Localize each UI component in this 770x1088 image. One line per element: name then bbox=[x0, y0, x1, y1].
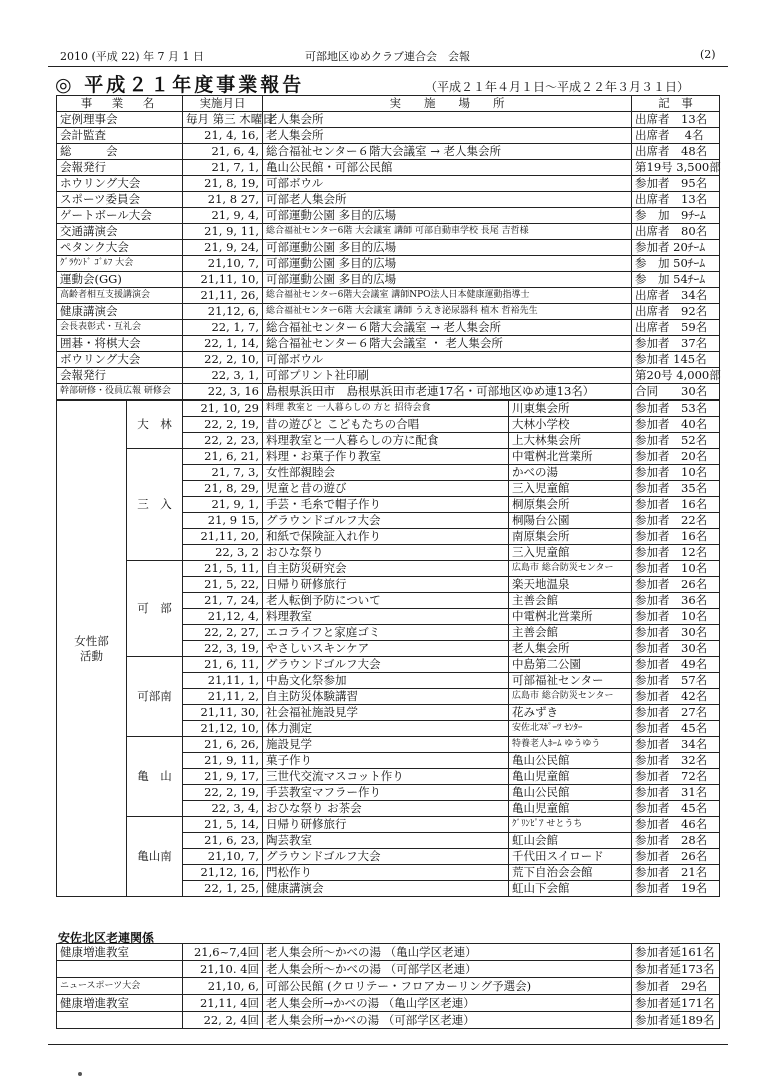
activity-place: 中電桝北営業所 bbox=[509, 609, 632, 625]
event-date: 22, 2, 10, bbox=[183, 352, 263, 368]
womens-area-label: 大 林 bbox=[127, 400, 183, 449]
activity-place: かべの湯 bbox=[509, 465, 632, 481]
activity-date: 21, 9, 17, bbox=[183, 769, 263, 785]
asakita-note: 参加者延171名 bbox=[632, 995, 720, 1012]
event-note: 出席者 13名 bbox=[632, 192, 720, 208]
asakita-note: 参加者延161名 bbox=[632, 944, 720, 961]
event-note: 参加者 37名 bbox=[632, 336, 720, 352]
activity-name: おひな祭り お茶会 bbox=[263, 801, 509, 817]
activity-place: 桐原集会所 bbox=[509, 497, 632, 513]
col-header-name: 事 業 名 bbox=[57, 96, 183, 112]
event-name: 会計監査 bbox=[57, 128, 183, 144]
asakita-event-name: 健康増進教室 bbox=[57, 944, 183, 961]
activity-place: 主善会館 bbox=[509, 625, 632, 641]
event-date: 21,10, 7, bbox=[183, 256, 263, 272]
table-header-row bbox=[57, 96, 720, 112]
activity-date: 22, 2, 19, bbox=[183, 417, 263, 433]
activity-note: 参加者 26名 bbox=[632, 849, 720, 865]
table-row bbox=[57, 128, 720, 144]
womens-dept-label: 女性部 活動 bbox=[57, 400, 127, 897]
table-row bbox=[57, 368, 720, 384]
event-note: 参加者 20ﾁｰﾑ bbox=[632, 240, 720, 256]
activity-note: 参加者 21名 bbox=[632, 865, 720, 881]
activity-note: 参加者 52名 bbox=[632, 433, 720, 449]
activity-place: 三入児童館 bbox=[509, 481, 632, 497]
asakita-date: 21,10. 4回 bbox=[183, 961, 263, 978]
activity-date: 22, 3, 4, bbox=[183, 801, 263, 817]
report-period: （平成２１年４月１日～平成２２年３月３１日） bbox=[425, 80, 690, 94]
page-number: (2) bbox=[700, 48, 716, 61]
event-date: 21,11, 10, bbox=[183, 272, 263, 288]
asakita-note: 参加者延189名 bbox=[632, 1012, 720, 1029]
table-row bbox=[57, 817, 720, 833]
activity-name: 菓子作り bbox=[263, 753, 509, 769]
asakita-body bbox=[57, 944, 720, 1029]
table-row bbox=[57, 336, 720, 352]
event-name: ｸﾞﾗｳﾝﾄﾞ ｺﾞﾙﾌ 大会 bbox=[57, 256, 183, 272]
activity-note: 参加者 42名 bbox=[632, 689, 720, 705]
activity-name: 児童と昔の遊び bbox=[263, 481, 509, 497]
activity-date: 22, 2, 23, bbox=[183, 433, 263, 449]
table-row bbox=[57, 320, 720, 336]
event-date: 21, 8 27, bbox=[183, 192, 263, 208]
event-place: 可部ボウル bbox=[263, 352, 632, 368]
activity-place: 虹山下会館 bbox=[509, 881, 632, 897]
activity-place: 亀山公民館 bbox=[509, 785, 632, 801]
event-date: 21, 4, 16, bbox=[183, 128, 263, 144]
footer-rule bbox=[48, 1044, 728, 1045]
activity-date: 21,11, 20, bbox=[183, 529, 263, 545]
event-place: 亀山公民館・可部公民館 bbox=[263, 160, 632, 176]
activity-name: 料理教室 bbox=[263, 609, 509, 625]
col-header-note: 記 事 bbox=[632, 96, 720, 112]
activity-name: 料理・お菓子作り教室 bbox=[263, 449, 509, 465]
activity-place: 広島市 総合防災センター bbox=[509, 689, 632, 705]
activity-place: 桐陽台公園 bbox=[509, 513, 632, 529]
event-place: 可部運動公園 多目的広場 bbox=[263, 240, 632, 256]
activity-date: 21, 5, 22, bbox=[183, 577, 263, 593]
event-place: 総合福祉センター６階大会議室 ・ 老人集会所 bbox=[263, 336, 632, 352]
event-date: 22, 3, 1, bbox=[183, 368, 263, 384]
activity-name: グラウンドゴルフ大会 bbox=[263, 849, 509, 865]
table-row bbox=[57, 995, 720, 1012]
activity-place: 特養老人ﾎｰﾑ ゆうゆう bbox=[509, 737, 632, 753]
event-name: 会報発行 bbox=[57, 160, 183, 176]
event-name: 定例理事会 bbox=[57, 112, 183, 128]
activity-place: 南原集会所 bbox=[509, 529, 632, 545]
activity-name: 門松作り bbox=[263, 865, 509, 881]
col-header-place: 実 施 場 所 bbox=[263, 96, 632, 112]
activity-date: 21,12, 4, bbox=[183, 609, 263, 625]
activity-date: 22, 2, 19, bbox=[183, 785, 263, 801]
event-note: 出席者 59名 bbox=[632, 320, 720, 336]
activity-date: 21, 8, 29, bbox=[183, 481, 263, 497]
activity-name: 日帰り研修旅行 bbox=[263, 817, 509, 833]
event-place: 可部運動公園 多目的広場 bbox=[263, 208, 632, 224]
womens-area-label: 亀 山 bbox=[127, 737, 183, 817]
activity-date: 21, 7, 24, bbox=[183, 593, 263, 609]
asakita-note: 参加者延173名 bbox=[632, 961, 720, 978]
activity-name: 中島文化祭参加 bbox=[263, 673, 509, 689]
table-row bbox=[57, 224, 720, 240]
activity-name: 自主防災体験講習 bbox=[263, 689, 509, 705]
header-rule bbox=[48, 66, 728, 67]
activity-name: グラウンドゴルフ大会 bbox=[263, 513, 509, 529]
activity-date: 21, 6, 11, bbox=[183, 657, 263, 673]
asakita-date: 21,10, 6, bbox=[183, 978, 263, 995]
activity-name: 体力測定 bbox=[263, 721, 509, 737]
col-header-date: 実施月日 bbox=[183, 96, 263, 112]
activity-place: 上大林集会所 bbox=[509, 433, 632, 449]
event-date: 21, 9, 11, bbox=[183, 224, 263, 240]
activity-place: 三入児童館 bbox=[509, 545, 632, 561]
activity-note: 参加者 35名 bbox=[632, 481, 720, 497]
activity-place: 老人集会所 bbox=[509, 641, 632, 657]
asakita-place: 老人集会所→かべの湯 （亀山学区老連） bbox=[263, 995, 632, 1012]
activity-date: 21,10, 7, bbox=[183, 849, 263, 865]
activity-place: 亀山公民館 bbox=[509, 753, 632, 769]
activity-date: 21, 6, 23, bbox=[183, 833, 263, 849]
event-date: 22, 1, 14, bbox=[183, 336, 263, 352]
table-row bbox=[57, 384, 720, 401]
event-place: 可部プリント社印刷 bbox=[263, 368, 632, 384]
event-place: 可部ボウル bbox=[263, 176, 632, 192]
activity-date: 21,12, 16, bbox=[183, 865, 263, 881]
activity-name: 日帰り研修旅行 bbox=[263, 577, 509, 593]
activity-date: 21, 10, 29 bbox=[183, 400, 263, 417]
activity-place: 楽天地温泉 bbox=[509, 577, 632, 593]
asakita-place: 老人集会所→かべの湯 （可部学区老連） bbox=[263, 1012, 632, 1029]
table-row bbox=[57, 657, 720, 673]
event-date: 21,12, 6, bbox=[183, 304, 263, 320]
event-name: スポーツ委員会 bbox=[57, 192, 183, 208]
activity-note: 参加者 10名 bbox=[632, 609, 720, 625]
womens-area-label: 三 入 bbox=[127, 449, 183, 561]
activity-date: 21, 9, 1, bbox=[183, 497, 263, 513]
activity-note: 参加者 72名 bbox=[632, 769, 720, 785]
table-row bbox=[57, 1012, 720, 1029]
activity-note: 参加者 16名 bbox=[632, 529, 720, 545]
activity-date: 21,11, 1, bbox=[183, 673, 263, 689]
asakita-place: 可部公民館 (クロリテー・フロアカーリング予選会) bbox=[263, 978, 632, 995]
activity-date: 21, 7, 3, bbox=[183, 465, 263, 481]
event-note: 出席者 80名 bbox=[632, 224, 720, 240]
newsletter-name: 可部地区ゆめクラブ連合会 会報 bbox=[305, 50, 470, 63]
womens-area-label: 可部南 bbox=[127, 657, 183, 737]
event-name: ゲートボール大会 bbox=[57, 208, 183, 224]
event-date: 21,11, 26, bbox=[183, 288, 263, 304]
activity-name: 三世代交流マスコット作り bbox=[263, 769, 509, 785]
activity-place: 亀山児童館 bbox=[509, 769, 632, 785]
activity-date: 22, 3, 2 bbox=[183, 545, 263, 561]
activity-name: 昔の遊びと こどもたちの合唱 bbox=[263, 417, 509, 433]
table-row bbox=[57, 160, 720, 176]
event-place: 可部運動公園 多目的広場 bbox=[263, 272, 632, 288]
event-name: 総 会 bbox=[57, 144, 183, 160]
event-place: 可部運動公園 多目的広場 bbox=[263, 256, 632, 272]
activity-date: 21, 9, 11, bbox=[183, 753, 263, 769]
table-row bbox=[57, 978, 720, 995]
activity-name: 老人転倒予防について bbox=[263, 593, 509, 609]
table-row bbox=[57, 240, 720, 256]
asakita-event-name: ニュースポーツ大会 bbox=[57, 978, 183, 995]
issue-date: 2010 (平成 22) 年 7 月 1 日 bbox=[60, 50, 205, 63]
table-row bbox=[57, 256, 720, 272]
activity-note: 参加者 10名 bbox=[632, 561, 720, 577]
womens-body bbox=[57, 400, 720, 897]
activity-place: 主善会館 bbox=[509, 593, 632, 609]
activity-place: 虹山会館 bbox=[509, 833, 632, 849]
event-name: 高齢者相互支援講演会 bbox=[57, 288, 183, 304]
activity-name: 女性部親睦会 bbox=[263, 465, 509, 481]
activity-name: 自主防災研究会 bbox=[263, 561, 509, 577]
event-date: 21, 9, 4, bbox=[183, 208, 263, 224]
event-note: 出席者 48名 bbox=[632, 144, 720, 160]
activity-note: 参加者 45名 bbox=[632, 801, 720, 817]
activity-name: 和紙で保険証入れ作り bbox=[263, 529, 509, 545]
asakita-table bbox=[56, 943, 720, 1029]
activity-note: 参加者 30名 bbox=[632, 641, 720, 657]
activity-date: 21,11, 2, bbox=[183, 689, 263, 705]
table-row bbox=[57, 112, 720, 128]
table-row bbox=[57, 304, 720, 320]
activity-date: 22, 2, 27, bbox=[183, 625, 263, 641]
asakita-date: 21,6~7,4回 bbox=[183, 944, 263, 961]
activity-note: 参加者 32名 bbox=[632, 753, 720, 769]
event-place: 老人集会所 bbox=[263, 128, 632, 144]
event-place: 総合福祉センター6階 大会議室 講師 うえき泌尿器科 植木 哲裕先生 bbox=[263, 304, 632, 320]
activity-note: 参加者 31名 bbox=[632, 785, 720, 801]
activity-note: 参加者 22名 bbox=[632, 513, 720, 529]
activity-name: 手芸教室マフラー作り bbox=[263, 785, 509, 801]
activity-date: 21, 9 15, bbox=[183, 513, 263, 529]
activity-note: 参加者 40名 bbox=[632, 417, 720, 433]
asakita-place: 老人集会所～かべの湯 （可部学区老連） bbox=[263, 961, 632, 978]
event-name: 囲碁・将棋大会 bbox=[57, 336, 183, 352]
activity-place: 広島市 総合防災センター bbox=[509, 561, 632, 577]
activity-name: グラウンドゴルフ大会 bbox=[263, 657, 509, 673]
event-note: 出席者 13名 bbox=[632, 112, 720, 128]
activity-date: 22, 1, 25, bbox=[183, 881, 263, 897]
event-date: 毎月 第三 木曜日 bbox=[183, 112, 263, 128]
event-place: 総合福祉センター6階 大会議室 講師 可部自動車学校 長尾 吉哲様 bbox=[263, 224, 632, 240]
event-date: 22, 1, 7, bbox=[183, 320, 263, 336]
activity-note: 参加者 28名 bbox=[632, 833, 720, 849]
activity-date: 21,11, 30, bbox=[183, 705, 263, 721]
event-place: 老人集会所 bbox=[263, 112, 632, 128]
activity-date: 21, 6, 26, bbox=[183, 737, 263, 753]
activity-place: 亀山児童館 bbox=[509, 801, 632, 817]
event-place: 可部老人集会所 bbox=[263, 192, 632, 208]
activity-name: おひな祭り bbox=[263, 545, 509, 561]
activity-note: 参加者 46名 bbox=[632, 817, 720, 833]
table-row bbox=[57, 561, 720, 577]
events-body bbox=[57, 112, 720, 401]
table-row bbox=[57, 352, 720, 368]
event-note: 参 加 9ﾁｰﾑ bbox=[632, 208, 720, 224]
event-name: ホウリング大会 bbox=[57, 176, 183, 192]
table-row bbox=[57, 192, 720, 208]
activity-note: 参加者 20名 bbox=[632, 449, 720, 465]
scan-dot bbox=[78, 1072, 82, 1076]
activity-place: 安佐北ｽﾎﾟｰﾂ ｾﾝﾀｰ bbox=[509, 721, 632, 737]
activity-place: 可部福祉センター bbox=[509, 673, 632, 689]
activity-place: 大林小学校 bbox=[509, 417, 632, 433]
event-note: 参 加 54ﾁｰﾑ bbox=[632, 272, 720, 288]
activity-name: 健康講演会 bbox=[263, 881, 509, 897]
activity-note: 参加者 26名 bbox=[632, 577, 720, 593]
activity-date: 22, 3, 19, bbox=[183, 641, 263, 657]
event-place: 総合福祉センター６階大会議室 → 老人集会所 bbox=[263, 320, 632, 336]
activity-place: 千代田スイロード bbox=[509, 849, 632, 865]
activity-place: ｸﾞﾘﾝﾋﾟｱ せとうち bbox=[509, 817, 632, 833]
activity-date: 21, 6, 21, bbox=[183, 449, 263, 465]
activity-note: 参加者 16名 bbox=[632, 497, 720, 513]
asakita-event-name bbox=[57, 961, 183, 978]
event-name: ペタンク大会 bbox=[57, 240, 183, 256]
activity-date: 21,12, 10, bbox=[183, 721, 263, 737]
activity-note: 参加者 49名 bbox=[632, 657, 720, 673]
activity-note: 参加者 30名 bbox=[632, 625, 720, 641]
report-title: ◎ 平成２１年度事業報告 bbox=[55, 74, 305, 96]
activity-note: 参加者 34名 bbox=[632, 737, 720, 753]
activity-name: やさしいスキンケア bbox=[263, 641, 509, 657]
event-place: 島根県浜田市 島根県浜田市老連17名・可部地区ゆめ連13名） bbox=[263, 384, 632, 401]
asakita-section-title: 安佐北区老連関係 bbox=[58, 931, 155, 945]
womens-area-label: 可 部 bbox=[127, 561, 183, 657]
activity-note: 参加者 27名 bbox=[632, 705, 720, 721]
activity-note: 参加者 45名 bbox=[632, 721, 720, 737]
activity-place: 中電桝北営業所 bbox=[509, 449, 632, 465]
table-row bbox=[57, 272, 720, 288]
asakita-date: 21,11, 4回 bbox=[183, 995, 263, 1012]
activity-name: 陶芸教室 bbox=[263, 833, 509, 849]
event-name: 会報発行 bbox=[57, 368, 183, 384]
asakita-date: 22, 2, 4回 bbox=[183, 1012, 263, 1029]
event-name: 運動会(GG) bbox=[57, 272, 183, 288]
event-name: ボウリング大会 bbox=[57, 352, 183, 368]
asakita-event-name bbox=[57, 1012, 183, 1029]
event-note: 第19号 3,500部 bbox=[632, 160, 720, 176]
event-date: 22, 3, 16 bbox=[183, 384, 263, 401]
activity-note: 参加者 19名 bbox=[632, 881, 720, 897]
table-row bbox=[57, 944, 720, 961]
event-date: 21, 9, 24, bbox=[183, 240, 263, 256]
table-row bbox=[57, 400, 720, 417]
event-date: 21, 8, 19, bbox=[183, 176, 263, 192]
event-name: 幹部研修・役員広報 研修会 bbox=[57, 384, 183, 401]
activity-note: 参加者 10名 bbox=[632, 465, 720, 481]
activity-name: 手芸・毛糸で帽子作り bbox=[263, 497, 509, 513]
activity-date: 21, 5, 14, bbox=[183, 817, 263, 833]
event-place: 総合福祉センター6階大会議室 講師NPO法人日本健康運動指導士 bbox=[263, 288, 632, 304]
asakita-note: 参加者 29名 bbox=[632, 978, 720, 995]
activity-place: 荒下自治会会館 bbox=[509, 865, 632, 881]
activity-name: 施設見学 bbox=[263, 737, 509, 753]
event-note: 出席者 34名 bbox=[632, 288, 720, 304]
activity-report-table bbox=[56, 95, 720, 897]
activity-place: 川東集会所 bbox=[509, 400, 632, 417]
table-row bbox=[57, 176, 720, 192]
asakita-place: 老人集会所～かべの湯 （亀山学区老連） bbox=[263, 944, 632, 961]
event-place: 総合福祉センター６階大会議室 → 老人集会所 bbox=[263, 144, 632, 160]
event-note: 出席者 4名 bbox=[632, 128, 720, 144]
activity-note: 参加者 57名 bbox=[632, 673, 720, 689]
event-name: 交通講演会 bbox=[57, 224, 183, 240]
activity-name: エコライフと家庭ゴミ bbox=[263, 625, 509, 641]
activity-place: 中島第二公園 bbox=[509, 657, 632, 673]
event-note: 出席者 92名 bbox=[632, 304, 720, 320]
event-name: 会長表彰式・互礼会 bbox=[57, 320, 183, 336]
event-date: 21, 7, 1, bbox=[183, 160, 263, 176]
activity-note: 参加者 36名 bbox=[632, 593, 720, 609]
event-note: 参加者 145名 bbox=[632, 352, 720, 368]
table-row bbox=[57, 961, 720, 978]
table-row bbox=[57, 737, 720, 753]
activity-note: 参加者 53名 bbox=[632, 400, 720, 417]
event-name: 健康講演会 bbox=[57, 304, 183, 320]
event-note: 第20号 4,000部 bbox=[632, 368, 720, 384]
activity-name: 料理 教室と 一人暮らしの 方と 招待会食 bbox=[263, 400, 509, 417]
activity-note: 参加者 12名 bbox=[632, 545, 720, 561]
event-date: 21, 6, 4, bbox=[183, 144, 263, 160]
table-row bbox=[57, 288, 720, 304]
activity-date: 21, 5, 11, bbox=[183, 561, 263, 577]
event-note: 参 加 50ﾁｰﾑ bbox=[632, 256, 720, 272]
event-note: 合同 30名 bbox=[632, 384, 720, 401]
womens-area-label: 亀山南 bbox=[127, 817, 183, 897]
event-note: 参加者 95名 bbox=[632, 176, 720, 192]
table-row bbox=[57, 208, 720, 224]
activity-place: 花みずき bbox=[509, 705, 632, 721]
activity-name: 社会福祉施設見学 bbox=[263, 705, 509, 721]
activity-name: 料理教室と一人暮らしの方に配食 bbox=[263, 433, 509, 449]
table-row bbox=[57, 144, 720, 160]
asakita-event-name: 健康増進教室 bbox=[57, 995, 183, 1012]
table-row bbox=[57, 449, 720, 465]
